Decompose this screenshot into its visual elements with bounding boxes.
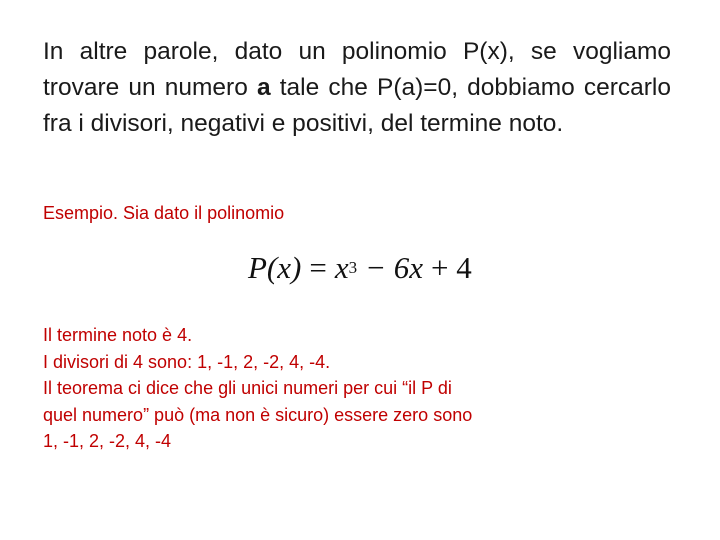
intro-bold-a: a <box>256 74 271 101</box>
formula-base: x <box>334 250 349 285</box>
intro-paragraph <box>43 34 671 142</box>
notes-block <box>43 322 623 455</box>
example-label: Esempio. Sia dato il polinomio <box>43 203 285 223</box>
polynomial-formula <box>248 248 472 293</box>
formula-term3: + 4 <box>431 250 472 285</box>
note-line-2: I divisori di 4 sono: 1, -1, 2, -2, 4, -4. <box>43 351 331 372</box>
intro-text-end: tale che P(a)=0, dobbiamo cercarlo fra i divisori, negativi e positivi, del termine noto. <box>43 74 671 137</box>
formula-exponent: 3 <box>348 258 358 277</box>
formula-lhs: P(x) <box>248 250 302 285</box>
intro-text-start: In altre parole, dato un polinomio P(x), se vogliamo trovare un numero <box>43 38 671 101</box>
formula-term2: − 6x <box>365 250 424 285</box>
note-line-3: Il teorema ci dice che gli unici numeri per cui “il P di <box>43 378 452 398</box>
note-line-4: quel numero” può (ma non è sicuro) essere zero sono <box>43 404 473 425</box>
formula-equals: = <box>309 250 327 285</box>
note-line-5: 1, -1, 2, -2, 4, -4 <box>43 431 172 451</box>
note-line-1: Il termine noto è 4. <box>43 325 193 345</box>
